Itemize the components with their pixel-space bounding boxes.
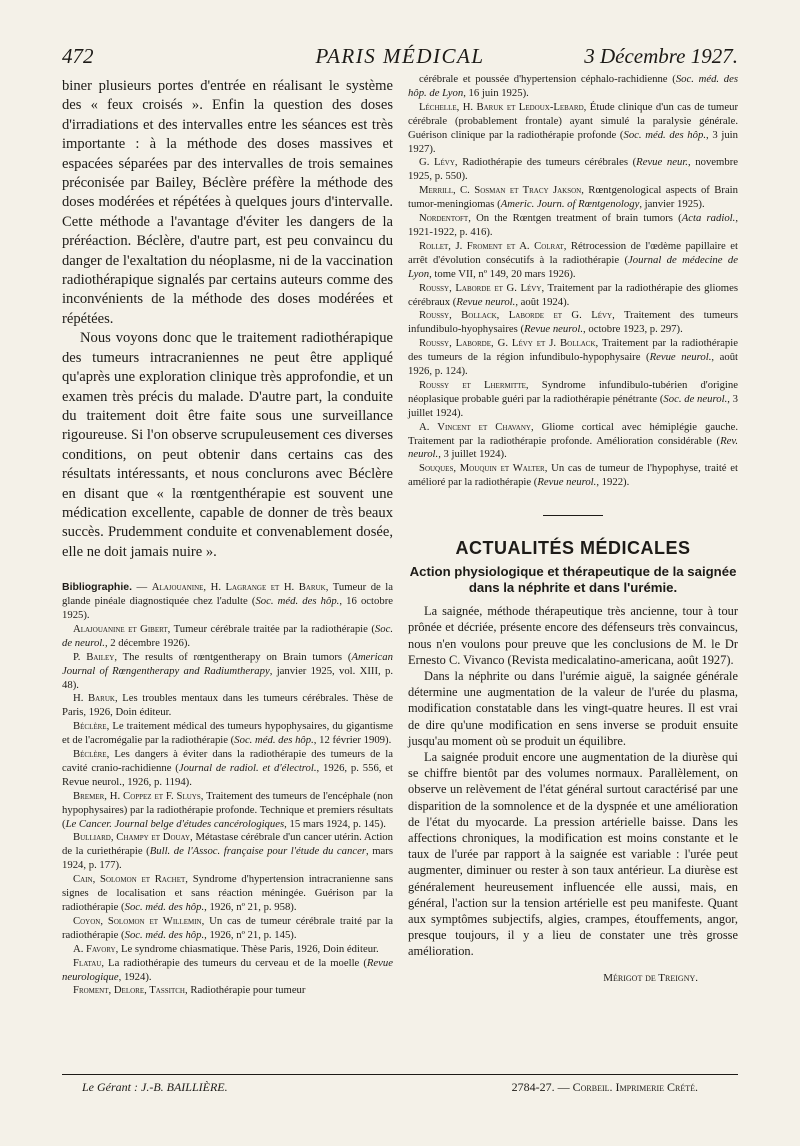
entry-journal: Americ. Journ. of Rœntgenology: [500, 198, 640, 211]
entry-authors: Léchelle, H. Baruk et Ledoux-Lebard: [419, 100, 584, 113]
entry-tail: , novembre 1925, p. 550).: [408, 156, 738, 183]
entry-text: , Étude clinique d'un cas de tumeur cérébrale (probablement frontale) ayant simulé la paralysie générale. Guérison clinique par la radiothérapie profonde (: [408, 100, 739, 141]
bibliography-entry: [62, 623, 393, 651]
bibliography-entry: [62, 957, 393, 985]
entry-text: , Tumeur de la glande pinéale diagnostiquée chez l'adulte (: [62, 581, 394, 608]
bibliography-label: Bibliographie.: [62, 581, 133, 594]
footer-rule: [62, 1074, 738, 1075]
page-number: 472: [62, 44, 94, 68]
entry-authors: Roussy, Bollack, Laborde et G. Lévy: [419, 309, 613, 322]
entry-authors: Roussy, Laborde et G. Lévy: [419, 281, 542, 294]
entry-authors: Froment, Delore, Tassitch: [73, 984, 185, 997]
entry-journal: Revue neurologique: [62, 956, 393, 983]
bibliography-entry: [408, 337, 738, 379]
bibliography-entry: [408, 240, 738, 282]
entry-text: , The results of rœntgentherapy on Brain tumors (: [114, 650, 352, 663]
bibliography-entry: [408, 73, 738, 101]
entry-authors: Béclère: [73, 720, 107, 733]
entry-authors: Souques, Mouquin et Walter: [419, 462, 545, 475]
entry-tail: , 3 juillet 1924).: [438, 448, 507, 461]
entry-authors: Roussy et Lhermitte: [419, 378, 526, 391]
page-header: [62, 44, 738, 74]
bibliography-entry: [408, 156, 738, 184]
entry-authors: Rollet, J. Froment et A. Colrat: [419, 239, 564, 252]
bibliography-entry: [62, 873, 393, 915]
entry-tail: , mars 1924, p. 177).: [62, 845, 393, 872]
entry-journal: Soc. méd. des hôp.: [124, 901, 205, 913]
entry-text: , Le syndrome chiasmatique. Thèse Paris, 1926, Doin éditeur.: [115, 942, 379, 955]
article-title: Action physiologique et thérapeutique de la saignée dans la néphrite et dans l'urémie.: [409, 564, 737, 596]
entry-authors: Alajouanine et Gibert: [73, 622, 168, 635]
entry-journal: Revue neurol.: [649, 351, 712, 364]
entry-text: , Radiothérapie pour tumeur: [184, 984, 306, 997]
entry-authors: G. Lévy: [419, 156, 455, 169]
article-signature: Mérigot de Treigny.: [603, 971, 698, 984]
entry-tail: , 15 mars 1924, p. 145).: [284, 817, 386, 830]
entry-text: , On the Rœntgen treatment of brain tumors (: [468, 212, 682, 225]
entry-tail: , octobre 1923, p. 297).: [583, 323, 683, 336]
entry-journal: Journal de radiol. et d'électrol.: [178, 761, 317, 774]
bibliography-entry: Bibliographie. — Alajouanine, H. Lagrange et H. Baruk, Tumeur de la glande pinéale diagnostiquée chez l'adulte (Soc. méd. des hôp., 16 octobre 1925).: [62, 581, 394, 621]
entry-text: , Les troubles mentaux dans les tumeurs cérébrales. Thèse de Paris, 1926, Doin éditeur.: [62, 692, 394, 719]
entry-authors: Alajouanine, H. Lagrange et H. Baruk: [151, 581, 326, 594]
entry-text: , Les dangers à éviter dans la radiothérapie des tumeurs de la cavité cranio-rachidienne (: [62, 748, 393, 774]
entry-journal: American Journal of Rœngentherapy and Radiumtherapy: [62, 650, 393, 677]
bibliography-entry: [62, 831, 393, 873]
entry-tail: , janvier 1925).: [639, 198, 705, 211]
entry-journal: Journal de médecine de Lyon: [408, 253, 738, 280]
bibliography-entry: [62, 748, 393, 790]
section-divider: [543, 515, 603, 516]
entry-tail: , janvier 1925, vol. XIII, p. 48).: [62, 664, 393, 691]
bibliography-entry: [62, 984, 393, 998]
entry-journal: Revue neurol.: [524, 323, 584, 336]
article-paragraph: La saignée produit encore une augmentation de la diurèse qui se chiffre bientôt par des volumes normaux. Parallèlement, on observe un relèvement de l'état général surtout caractérisé par une disparition de la somnolence et de la dyspnée et une amélioration de l'état du myocarde. La pression artérielle baisse. Dans les affections chroniques, la modification est moins constante et le taux de l'urée par rapport à la saignée est variable : l'urée peut augmenter, diminuer ou rester à son taux antérieur. La diurèse est généralement heureusement influencée elle aussi, mais, en général, l'action sur la tension artérielle est peu manifeste. Quant aux symptômes subjectifs, algies, crampes, étouffements, angor, presque toujours, il y a lieu de constater une très grosse amélioration.: [408, 750, 738, 959]
entry-journal: Soc. méd. des hôp.: [124, 928, 205, 941]
entry-authors: Bremer, H. Coppez et F. Sluys: [73, 789, 201, 802]
right-column: [408, 73, 738, 984]
entry-journal: Le Cancer. Journal belge d'études cancérologiques: [65, 817, 285, 830]
entry-journal: Soc. méd. des hôp. de Lyon: [408, 73, 739, 99]
entry-tail: , 1926, nº 21, p. 958).: [204, 901, 297, 913]
entry-text: , Rœntgenological aspects of Brain tumor-meningiomas (: [408, 184, 738, 211]
entry-tail: , 1924).: [118, 970, 152, 983]
bibliography-entry: [408, 212, 738, 240]
main-paragraph: biner plusieurs portes d'entrée en réalisant le système des « feux croisés ». Enfin la question des doses d'irradiations et des intervalles entre les séances est très importante : à la méthode des doses massives et espacées séparées par des intervalles de trois semaines préconisée par Bailey, Béclère préfère la méthode des doses modérées et répétées à quelques jours d'intervalle. Cette méthode a l'avantage d'éviter les dangers de la préréaction. Béclère, d'autre part, est peu convaincu du danger de l'exaltation du néoplasme, ni de la vaccination radiothérapique signalés par certains auteurs comme des inconvénients de la méthode des doses modérées et répétées.: [62, 78, 393, 327]
entry-text: , Syndrome d'hypertension intracranienne sans signes de localisation et sans réaction méningée. Guérison par la radiothérapie (: [62, 873, 393, 913]
entry-authors: Béclère: [73, 748, 107, 761]
entry-authors: Merrill, C. Sosman et Tracy Jakson: [419, 184, 582, 197]
entry-journal: Bull. de l'Assoc. française pour l'étude du cancer: [149, 845, 367, 858]
left-column: [62, 77, 393, 998]
bibliography-entry: [62, 651, 393, 693]
entry-text: , Traitement des tumeurs infundibulo-hyophysaires (: [408, 309, 738, 336]
entry-tail: , tome VII, nº 149, 20 mars 1926).: [429, 267, 576, 280]
gerant-line: Le Gérant : J.-B. BAILLIÈRE.: [82, 1080, 228, 1094]
entry-text: , Un cas de tumeur cérébrale traité par la radiothérapie (: [62, 914, 394, 941]
entry-text: , Syndrome infundibulo-tubérien d'origine néoplasique probable guéri par la radiothérapie pénétrante (: [408, 378, 738, 405]
bibliography-entry: [62, 692, 393, 720]
page-footer: [62, 1080, 738, 1098]
entry-text: , Un cas de tumeur de l'hypophyse, traité et amélioré par la radiothérapie (: [408, 462, 738, 489]
entry-journal: Revue neur.: [636, 156, 688, 169]
bibliography-entry: [408, 309, 738, 337]
entry-tail: , 12 février 1909).: [313, 734, 392, 747]
entry-authors: A. Favory: [73, 942, 116, 955]
entry-text: , Radiothérapie des tumeurs cérébrales (: [454, 156, 637, 169]
entry-journal: Rev. neurol.: [408, 434, 738, 461]
entry-tail: , 1921-1922, p. 416).: [408, 212, 738, 238]
entry-authors: Roussy, Laborde, G. Lévy et J. Bollack: [419, 337, 596, 350]
entry-tail: , 2 décembre 1926).: [104, 636, 191, 649]
bibliography-entry: [62, 720, 393, 748]
entry-journal: Acta radiol.: [681, 212, 736, 225]
section-heading: ACTUALITÉS MÉDICALES: [455, 538, 691, 559]
entry-authors: Coyon, Solomon et Willemin: [73, 914, 202, 927]
entry-text: , Traitement par la radiothérapie des tumeurs de la région infundibulo-hypophysaire (: [408, 337, 738, 364]
bibliography-right: [408, 73, 738, 490]
journal-title: PARIS MÉDICAL: [315, 44, 485, 68]
entry-authors: P. Bailey: [73, 650, 115, 663]
main-paragraph: Nous voyons donc que le traitement radiothérapique des tumeurs intracraniennes ne peut être appliqué qu'après une exploration clinique très approfondie, et un examen très précis du malade. D'autre part, la conduite du traitement doit être faite sous une surveillance rigoureuse. Si l'on observe scrupuleusement ces diverses conditions, on peut obtenir dans certains cas des résultats intéressants, et nous conclurons avec Béclère en disant que « la rœntgenthérapie est souvent une médication excellente, capable de donner de très beaux succès. Prudemment conduite et convenablement dosée, elle ne doit jamais nuire ».: [62, 330, 393, 560]
entry-tail: , août 1926, p. 124).: [408, 351, 739, 378]
entry-authors: H. Baruk: [73, 692, 115, 705]
bibliography-left: [62, 581, 393, 998]
entry-authors: A. Vincent et Chavany: [419, 420, 531, 433]
entry-tail: , 16 octobre 1925).: [62, 595, 394, 621]
entry-journal: Soc. méd. des hôp.: [234, 734, 314, 747]
entry-journal: Revue neurol.: [537, 476, 597, 489]
bibliography-entry: [408, 379, 738, 421]
entry-text: , Rétrocession de l'œdème papillaire et arrêt d'évolution consécutifs à la radiothérapie (: [408, 239, 738, 266]
entry-journal: Soc. méd. des hôp.: [255, 595, 340, 608]
entry-journal: Revue neurol.: [456, 295, 516, 308]
article-paragraph: Dans la néphrite ou dans l'urémie aiguë, la saignée générale détermine une augmentation de la valeur de l'urée du plasma, modification constatable dans les vingt-quatre heures. Il est vrai de dire qu'une modification en sens inverse se produit ensuite jusqu'au moment où se produit un équilibre.: [408, 669, 738, 748]
entry-authors: Bulliard, Champy et Douay: [73, 831, 191, 844]
entry-tail: , 1922).: [596, 476, 630, 489]
entry-text: , Gliome cortical avec hémiplégie gauche. Traitement par la radiothérapie profonde. Amélioration considérable (: [408, 420, 738, 447]
entry-authors: Nordentoft: [419, 212, 469, 225]
entry-text: , Le traitement médical des tumeurs hypophysaires, du gigantisme et de l'acromégalie par la radiothérapie (: [62, 720, 393, 747]
entry-tail: , 16 juin 1925).: [463, 86, 529, 99]
entry-text: , La radiothérapie des tumeurs du cerveau et de la moelle (: [101, 956, 367, 969]
entry-tail: , 1926, p. 556, et Revue neurol., 1926, p. 1194).: [62, 761, 393, 788]
entry-text: , Métastase cérébrale d'un cancer utérin. Action de la curiethérapie (: [62, 831, 393, 858]
entry-text: , Tumeur cérébrale traitée par la radiothérapie (: [167, 622, 375, 635]
entry-journal: Soc. de neurol.: [663, 392, 728, 405]
issue-date: 3 Décembre 1927.: [584, 44, 738, 68]
bibliography-entry: [408, 101, 738, 157]
entry-text: cérébrale et poussée d'hypertension céphalo-rachidienne (: [419, 73, 676, 85]
entry-journal: Soc. de neurol.: [62, 622, 393, 649]
bibliography-entry: [408, 282, 738, 310]
bibliography-entry: [62, 915, 393, 943]
bibliography-entry: [408, 462, 738, 490]
entry-text: , Traitement par la radiothérapie des gliomes cérébraux (: [408, 281, 739, 308]
entry-journal: Soc. méd. des hôp.: [623, 128, 707, 141]
bibliography-entry: [408, 421, 738, 463]
entry-authors: Flatau: [73, 956, 102, 969]
entry-text: , Traitement des tumeurs de l'encéphale (non hypophysaires) par la radiothérapie profonde. Technique et premiers résultats (: [62, 789, 393, 830]
entry-tail: , août 1924).: [515, 295, 570, 308]
entry-authors: Cain, Solomon et Rachet: [73, 873, 186, 886]
entry-tail: , 1926, nº 21, p. 145).: [204, 928, 297, 941]
bibliography-entry: [62, 790, 393, 832]
article-paragraph: La saignée, méthode thérapeutique très ancienne, tour à tour prônée et décriée, présente encore des défenseurs très convaincus, nous n'en voulons pour preuve que les conclusions de M. le Dr Ernesto C. Vivanco (Revista medicalatino-americana, août 1927).: [408, 604, 738, 667]
printer-line: 2784-27. — Corbeil. Imprimerie Crété.: [511, 1080, 698, 1094]
bibliography-entry: [408, 184, 738, 212]
entry-tail: , 3 juillet 1924).: [408, 392, 739, 419]
bibliography-entry: [62, 943, 393, 957]
entry-tail: , 3 juin 1927).: [408, 128, 738, 155]
